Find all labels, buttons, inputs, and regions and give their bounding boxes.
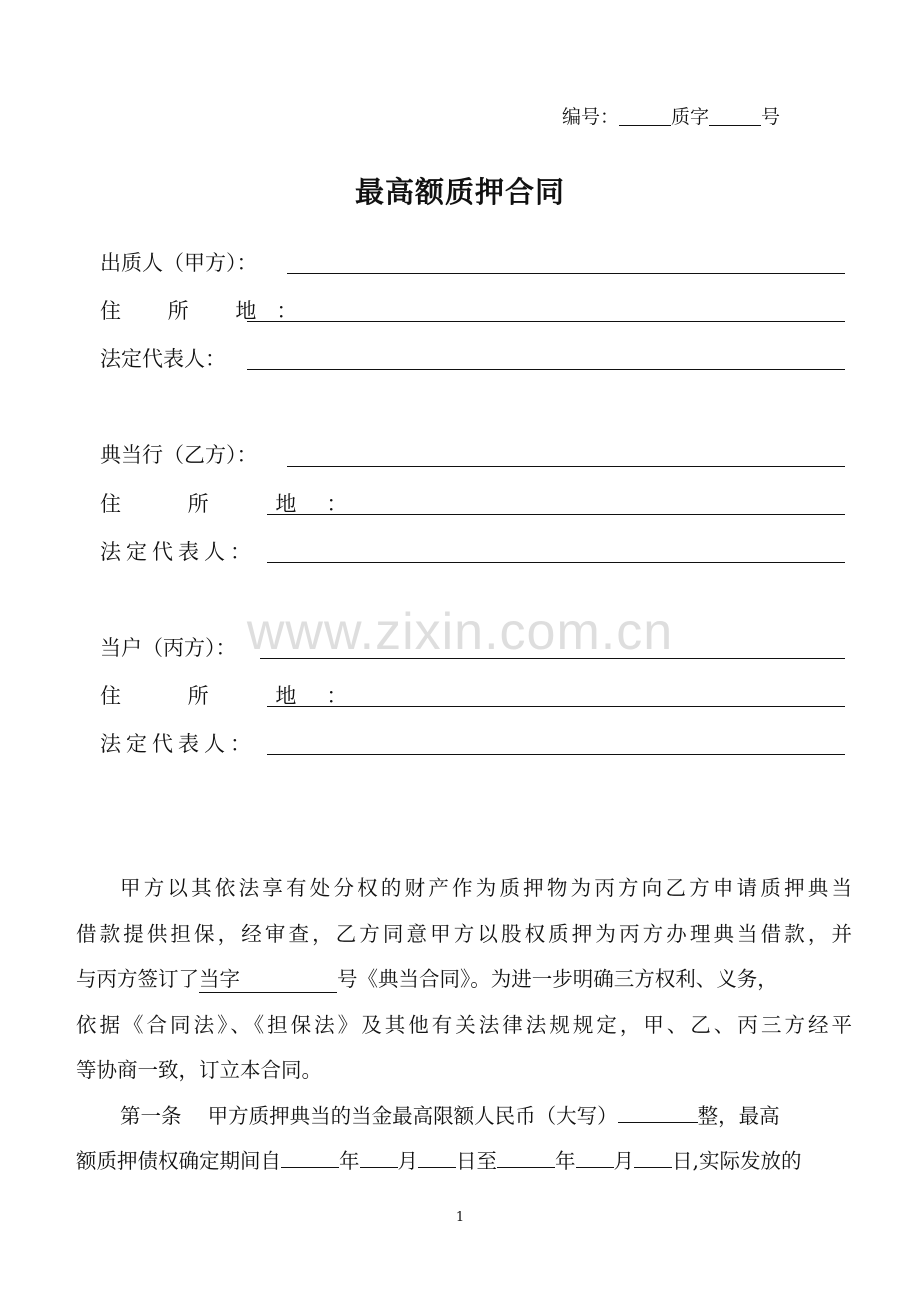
number-blank — [619, 105, 671, 126]
article-1-line-2 — [76, 1139, 852, 1185]
number-label: 编号： — [562, 106, 620, 128]
contract-number — [562, 104, 780, 130]
client-label: 当户（丙方）： — [100, 636, 237, 660]
client-rep-row — [100, 727, 256, 761]
line3-text-b: 号《典当合同》。为进一步明确三方权利、义务， — [337, 967, 778, 991]
paragraph-1-line-2: 借款提供担保，经审查，乙方同意甲方以股权质押为丙方办理典当借款，并 — [76, 921, 852, 946]
start-month-blank — [360, 1167, 398, 1168]
pledgor-blank — [287, 273, 845, 274]
amount-blank — [618, 1122, 698, 1123]
year-label: 年 — [339, 1149, 360, 1173]
end-day-blank — [634, 1167, 672, 1168]
month-label: 月 — [397, 1149, 418, 1173]
client-address-row — [100, 679, 377, 713]
dang-zi-blank — [199, 966, 337, 993]
line3-text-a: 与丙方签订了 — [76, 967, 199, 991]
client-rep-label: 法定代表人： — [100, 732, 256, 756]
end-month-blank — [576, 1167, 614, 1168]
pledgor-rep-row — [100, 342, 226, 376]
zhi-zi-label: 质字 — [671, 106, 710, 128]
pledgor-label: 出质人（甲方）： — [100, 251, 258, 275]
article-1-text-b: 整，最高 — [697, 1103, 780, 1128]
paragraph-1-line-3 — [76, 957, 852, 1003]
pledgor-rep-blank — [247, 369, 845, 370]
pawnshop-address-blank — [267, 514, 845, 515]
client-blank — [260, 658, 845, 659]
article-1-text-a: 第一条 甲方质押典当的当金最高限额人民币（大写） — [120, 1103, 618, 1128]
pawnshop-row — [100, 438, 258, 472]
client-address-blank — [267, 706, 845, 707]
start-year-blank — [281, 1167, 339, 1168]
start-day-blank — [418, 1167, 456, 1168]
pawnshop-address-label: 住 所 地： — [100, 492, 378, 516]
pawnshop-rep-label: 法定代表人： — [100, 540, 256, 564]
month-label-2: 月 — [613, 1149, 634, 1173]
pledgor-rep-label: 法定代表人： — [100, 347, 226, 371]
pledgor-address-blank — [247, 321, 845, 322]
dang-zi-label: 当字 — [199, 967, 240, 991]
paragraph-1-line-1: 甲方以其依法享有处分权的财产作为质押物为丙方向乙方申请质押典当 — [120, 876, 852, 900]
article-1-line-1 — [76, 1094, 852, 1140]
contract-body — [76, 866, 852, 1185]
pawnshop-rep-row — [100, 535, 256, 569]
number-blank-2 — [709, 105, 761, 126]
end-year-blank — [497, 1167, 555, 1168]
pawnshop-address-row — [100, 487, 377, 521]
document-title: 最高额质押合同 — [354, 175, 565, 209]
year-label-2: 年 — [555, 1149, 576, 1173]
page-number: 1 — [455, 1210, 465, 1225]
pledgor-address-label: 住 所 地： — [100, 299, 318, 323]
paragraph-1-line-4: 依据《合同法》、《担保法》及其他有关法律法规规定，甲、乙、丙三方经平 — [76, 1012, 852, 1037]
pawnshop-rep-blank — [267, 562, 845, 563]
hao-label: 号 — [761, 106, 781, 128]
pawnshop-blank — [287, 466, 845, 467]
pledgor-row — [100, 246, 258, 280]
client-rep-blank — [267, 754, 845, 755]
pawnshop-label: 典当行（乙方）： — [100, 443, 258, 467]
article-1-line2-text-a: 额质押债权确定期间自 — [76, 1149, 281, 1173]
article-1-line2-text-b: 日,实际发放的 — [672, 1149, 802, 1173]
pledgor-address-row — [100, 294, 317, 328]
client-address-label: 住 所 地： — [100, 684, 378, 708]
day-to-label: 日至 — [456, 1149, 497, 1173]
paragraph-1-line-5: 等协商一致，订立本合同。 — [76, 1058, 322, 1082]
watermark: www.zixin.com.cn — [246, 603, 674, 661]
client-row — [100, 631, 237, 665]
